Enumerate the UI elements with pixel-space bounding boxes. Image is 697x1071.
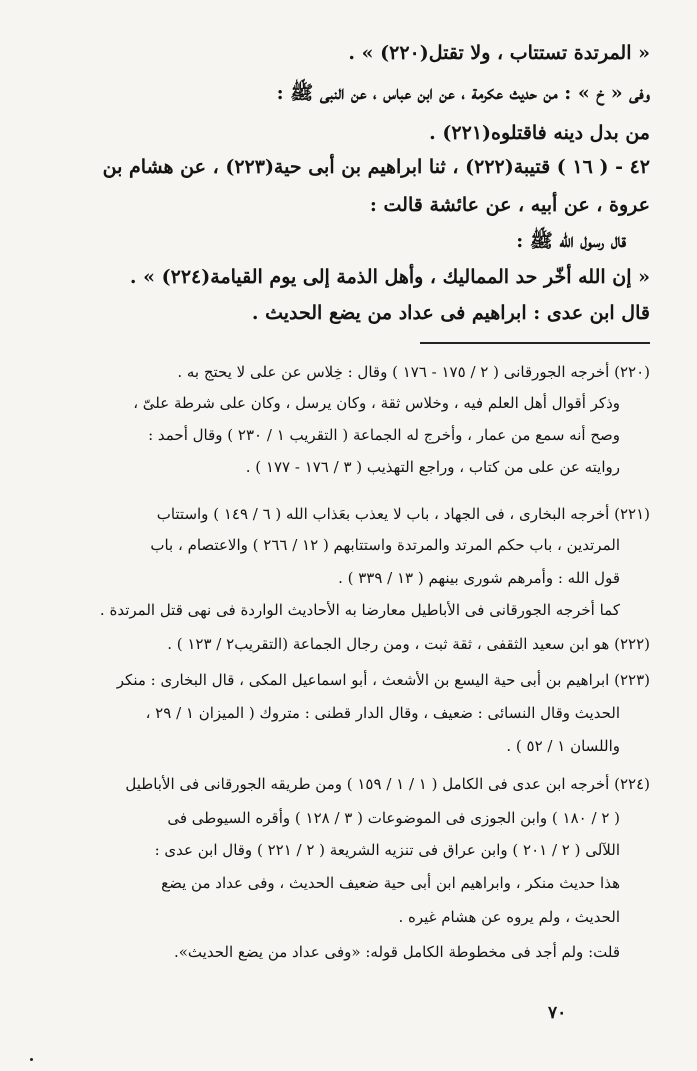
main-line-8: قال ابن عدى : ابراهيم فى عداد من يضع الحديث . — [251, 302, 650, 324]
page-number: ٧٠ — [548, 1003, 567, 1023]
footnote-line-14: ( ٢ / ١٨٠ ) وابن الجوزى فى الموضوعات ( ٣ / ١٢٨ ) وأقره السيوطى فى — [167, 809, 620, 827]
footnote-line-7: قول الله : وأمرهم شورى بينهم ( ١٣ / ٣٣٩ ) . — [338, 569, 620, 587]
main-line-3: من بدل دينه فاقتلوه(٢٢١) . — [429, 122, 650, 144]
footnote-line-4: روايته عن على من كتاب ، وراجع التهذيب ( ٣ / ١٧٦ - ١٧٧ ) . — [245, 458, 620, 476]
footnote-line-3: وصح أنه سمع من عمار ، وأخرج له الجماعة ( التقريب ١ / ٢٣٠ ) وقال أحمد : — [148, 426, 620, 444]
scan-speck — [30, 1058, 33, 1061]
footnote-line-9: (٢٢٢) هو ابن سعيد الثقفى ، ثقة ثبت ، ومن رجال الجماعة (التقريب٢ / ١٢٣ ) . — [167, 635, 650, 653]
footnote-line-16: هذا حديث منكر ، وابراهيم ابن أبى حية ضعيف الحديث ، وفى عداد من يضع — [161, 874, 620, 892]
footnote-line-12: واللسان ١ / ٥٢ ) . — [506, 737, 620, 755]
footnote-line-10: (٢٢٣) ابراهيم بن أبى حية اليسع بن الأشعث ، أبو اسماعيل المكى ، قال البخارى : منكر — [116, 671, 650, 689]
footnote-line-8: كما أخرجه الجورقانى فى الأباطيل معارضا به الأحاديث الواردة فى نهى قتل المرتدة . — [99, 601, 620, 619]
main-line-1: « المرتدة تستتاب ، ولا تقتل(٢٢٠) » . — [348, 42, 650, 64]
footnote-line-5: (٢٢١) أخرجه البخارى ، فى الجهاد ، باب لا يعذب بعَذاب الله ( ٦ / ١٤٩ ) واستتاب — [156, 505, 650, 523]
main-line-7: « إن الله أخّر حد المماليك ، وأهل الذمة إلى يوم القيامة(٢٢٤) » . — [129, 266, 650, 288]
footnote-line-15: اللآلى ( ٢ / ٢٠١ ) وابن عراق فى تنزيه الشريعة ( ٢ / ٢٢١ ) وقال ابن عدى : — [154, 841, 620, 859]
footnote-line-18: قلت: ولم أجد فى مخطوطة الكامل قوله: «وفى عداد من يضع الحديث». — [173, 943, 620, 961]
main-line-5: عروة ، عن أبيه ، عن عائشة قالت : — [369, 194, 650, 216]
footnote-line-11: الحديث وقال النسائى : ضعيف ، وقال الدار قطنى : متروك ( الميزان ١ / ٢٩ ، — [145, 704, 620, 722]
footnote-line-2: وذكر أقوال أهل العلم فيه ، وخلاس ثقة ، وكان يرسل ، وكان على شرطة علىّ ، — [133, 394, 620, 412]
footnote-line-1: (٢٢٠) أخرجه الجورقانى ( ٢ / ١٧٥ - ١٧٦ ) وقال : خِلاس عن على لا يحتج به . — [177, 363, 650, 381]
footnote-line-13: (٢٢٤) أخرجه ابن عدى فى الكامل ( ١ / ١ / ١٥٩ ) ومن طريقه الجورقانى فى الأباطيل — [125, 775, 650, 793]
footnote-line-6: المرتدين ، باب حكم المرتد والمرتدة واستتابهم ( ١٢ / ٢٦٦ ) والاعتصام ، باب — [150, 536, 620, 554]
main-line-4: ٤٢ - ( ١٦ ) قتيبة(٢٢٢) ، ثنا ابراهيم بن أبى حية(٢٢٣) ، عن هشام بن — [102, 156, 650, 178]
footnote-line-17: الحديث ، ولم يروه عن هشام غيره . — [398, 908, 620, 926]
main-line-2: وفى « خ » : من حديث عكرمة ، عن ابن عباس ، عن النبى ﷺ : — [276, 82, 650, 104]
main-line-6: قال رسول الله ﷺ : — [516, 230, 626, 252]
footnote-separator — [420, 342, 650, 344]
